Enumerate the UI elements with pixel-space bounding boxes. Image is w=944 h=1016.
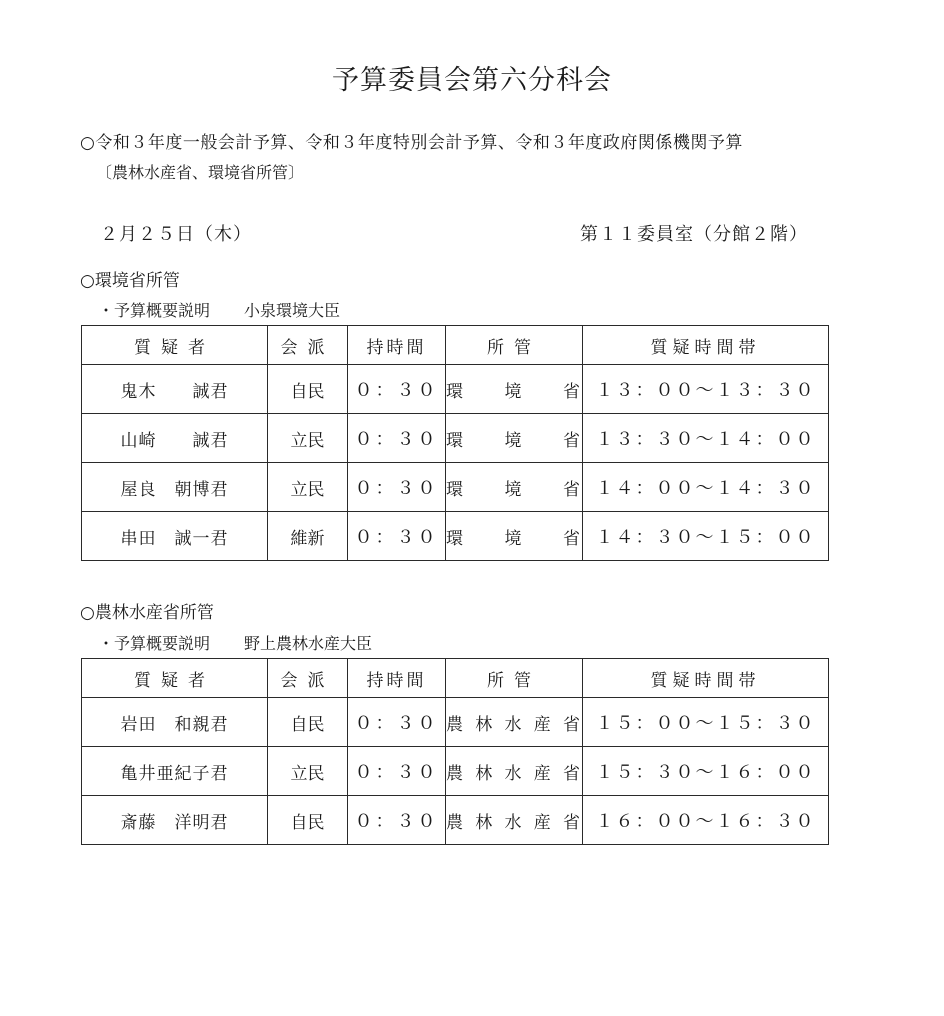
questioner-name: 鬼木 誠君 [82, 365, 268, 414]
header-ministry: 所管 [446, 659, 583, 698]
ministry: 農林水産省 [446, 796, 583, 845]
ministry: 農林水産省 [446, 747, 583, 796]
time-slot: １３：００～１３：３０ [583, 365, 829, 414]
section-heading-agriculture: ○農林水産省所管 [80, 603, 214, 623]
header-time: 持時間 [348, 659, 446, 698]
questioner-name: 屋良 朝博君 [82, 463, 268, 512]
table-row [82, 365, 829, 414]
allotted-time: ０：３０ [348, 414, 446, 463]
time-slot: １５：００～１５：３０ [583, 698, 829, 747]
meeting-date: ２月２５日（木） [100, 224, 252, 245]
subject-line-2: 〔農林水産省、環境省所管〕 [96, 163, 305, 182]
time-slot: １６：００～１６：３０ [583, 796, 829, 845]
allotted-time: ０：３０ [348, 796, 446, 845]
questioner-name: 岩田 和親君 [82, 698, 268, 747]
time-slot: １４：３０～１５：００ [583, 512, 829, 561]
party: 自民 [268, 796, 348, 845]
ministry: 農林水産省 [446, 698, 583, 747]
minister-name: 野上農林水産大臣 [244, 634, 373, 653]
party: 立民 [268, 747, 348, 796]
party: 自民 [268, 365, 348, 414]
table-row [82, 463, 829, 512]
time-slot: １５：３０～１６：００ [583, 747, 829, 796]
party: 自民 [268, 698, 348, 747]
minister-name: 小泉環境大臣 [244, 301, 341, 320]
table-header-row [82, 659, 829, 698]
briefing-line-environment [98, 298, 340, 321]
ministry: 環 境 省 [446, 414, 583, 463]
allotted-time: ０：３０ [348, 463, 446, 512]
party: 立民 [268, 463, 348, 512]
party: 立民 [268, 414, 348, 463]
header-party: 会派 [268, 659, 348, 698]
table-row [82, 796, 829, 845]
questioner-name: 亀井亜紀子君 [82, 747, 268, 796]
ministry: 環 境 省 [446, 365, 583, 414]
header-questioner: 質疑者 [82, 659, 268, 698]
table-row [82, 512, 829, 561]
briefing-label: ・予算概要説明 [98, 634, 211, 653]
header-ministry: 所管 [446, 326, 583, 365]
table-header-row [82, 326, 829, 365]
table-row [82, 747, 829, 796]
allotted-time: ０：３０ [348, 698, 446, 747]
subject-line-1: ○令和３年度一般会計予算、令和３年度特別会計予算、令和３年度政府関係機関予算 [80, 133, 743, 153]
header-questioner: 質疑者 [82, 326, 268, 365]
party: 維新 [268, 512, 348, 561]
questioner-name: 斎藤 洋明君 [82, 796, 268, 845]
header-party: 会派 [268, 326, 348, 365]
table-row [82, 414, 829, 463]
ministry: 環 境 省 [446, 463, 583, 512]
questioner-name: 山崎 誠君 [82, 414, 268, 463]
section-heading-environment: ○環境省所管 [80, 271, 180, 291]
document-title: 予算委員会第六分科会 [332, 65, 612, 96]
allotted-time: ０：３０ [348, 365, 446, 414]
briefing-label: ・予算概要説明 [98, 301, 211, 320]
time-slot: １３：３０～１４：００ [583, 414, 829, 463]
header-slot: 質疑時間帯 [583, 326, 829, 365]
allotted-time: ０：３０ [348, 747, 446, 796]
header-time: 持時間 [348, 326, 446, 365]
allotted-time: ０：３０ [348, 512, 446, 561]
questioner-table-agriculture [81, 658, 829, 845]
questioner-table-environment [81, 325, 829, 561]
briefing-line-agriculture [98, 631, 372, 654]
questioner-name: 串田 誠一君 [82, 512, 268, 561]
ministry: 環 境 省 [446, 512, 583, 561]
table-row [82, 698, 829, 747]
header-slot: 質疑時間帯 [583, 659, 829, 698]
meeting-room: 第１１委員室（分館２階） [580, 224, 808, 245]
time-slot: １４：００～１４：３０ [583, 463, 829, 512]
